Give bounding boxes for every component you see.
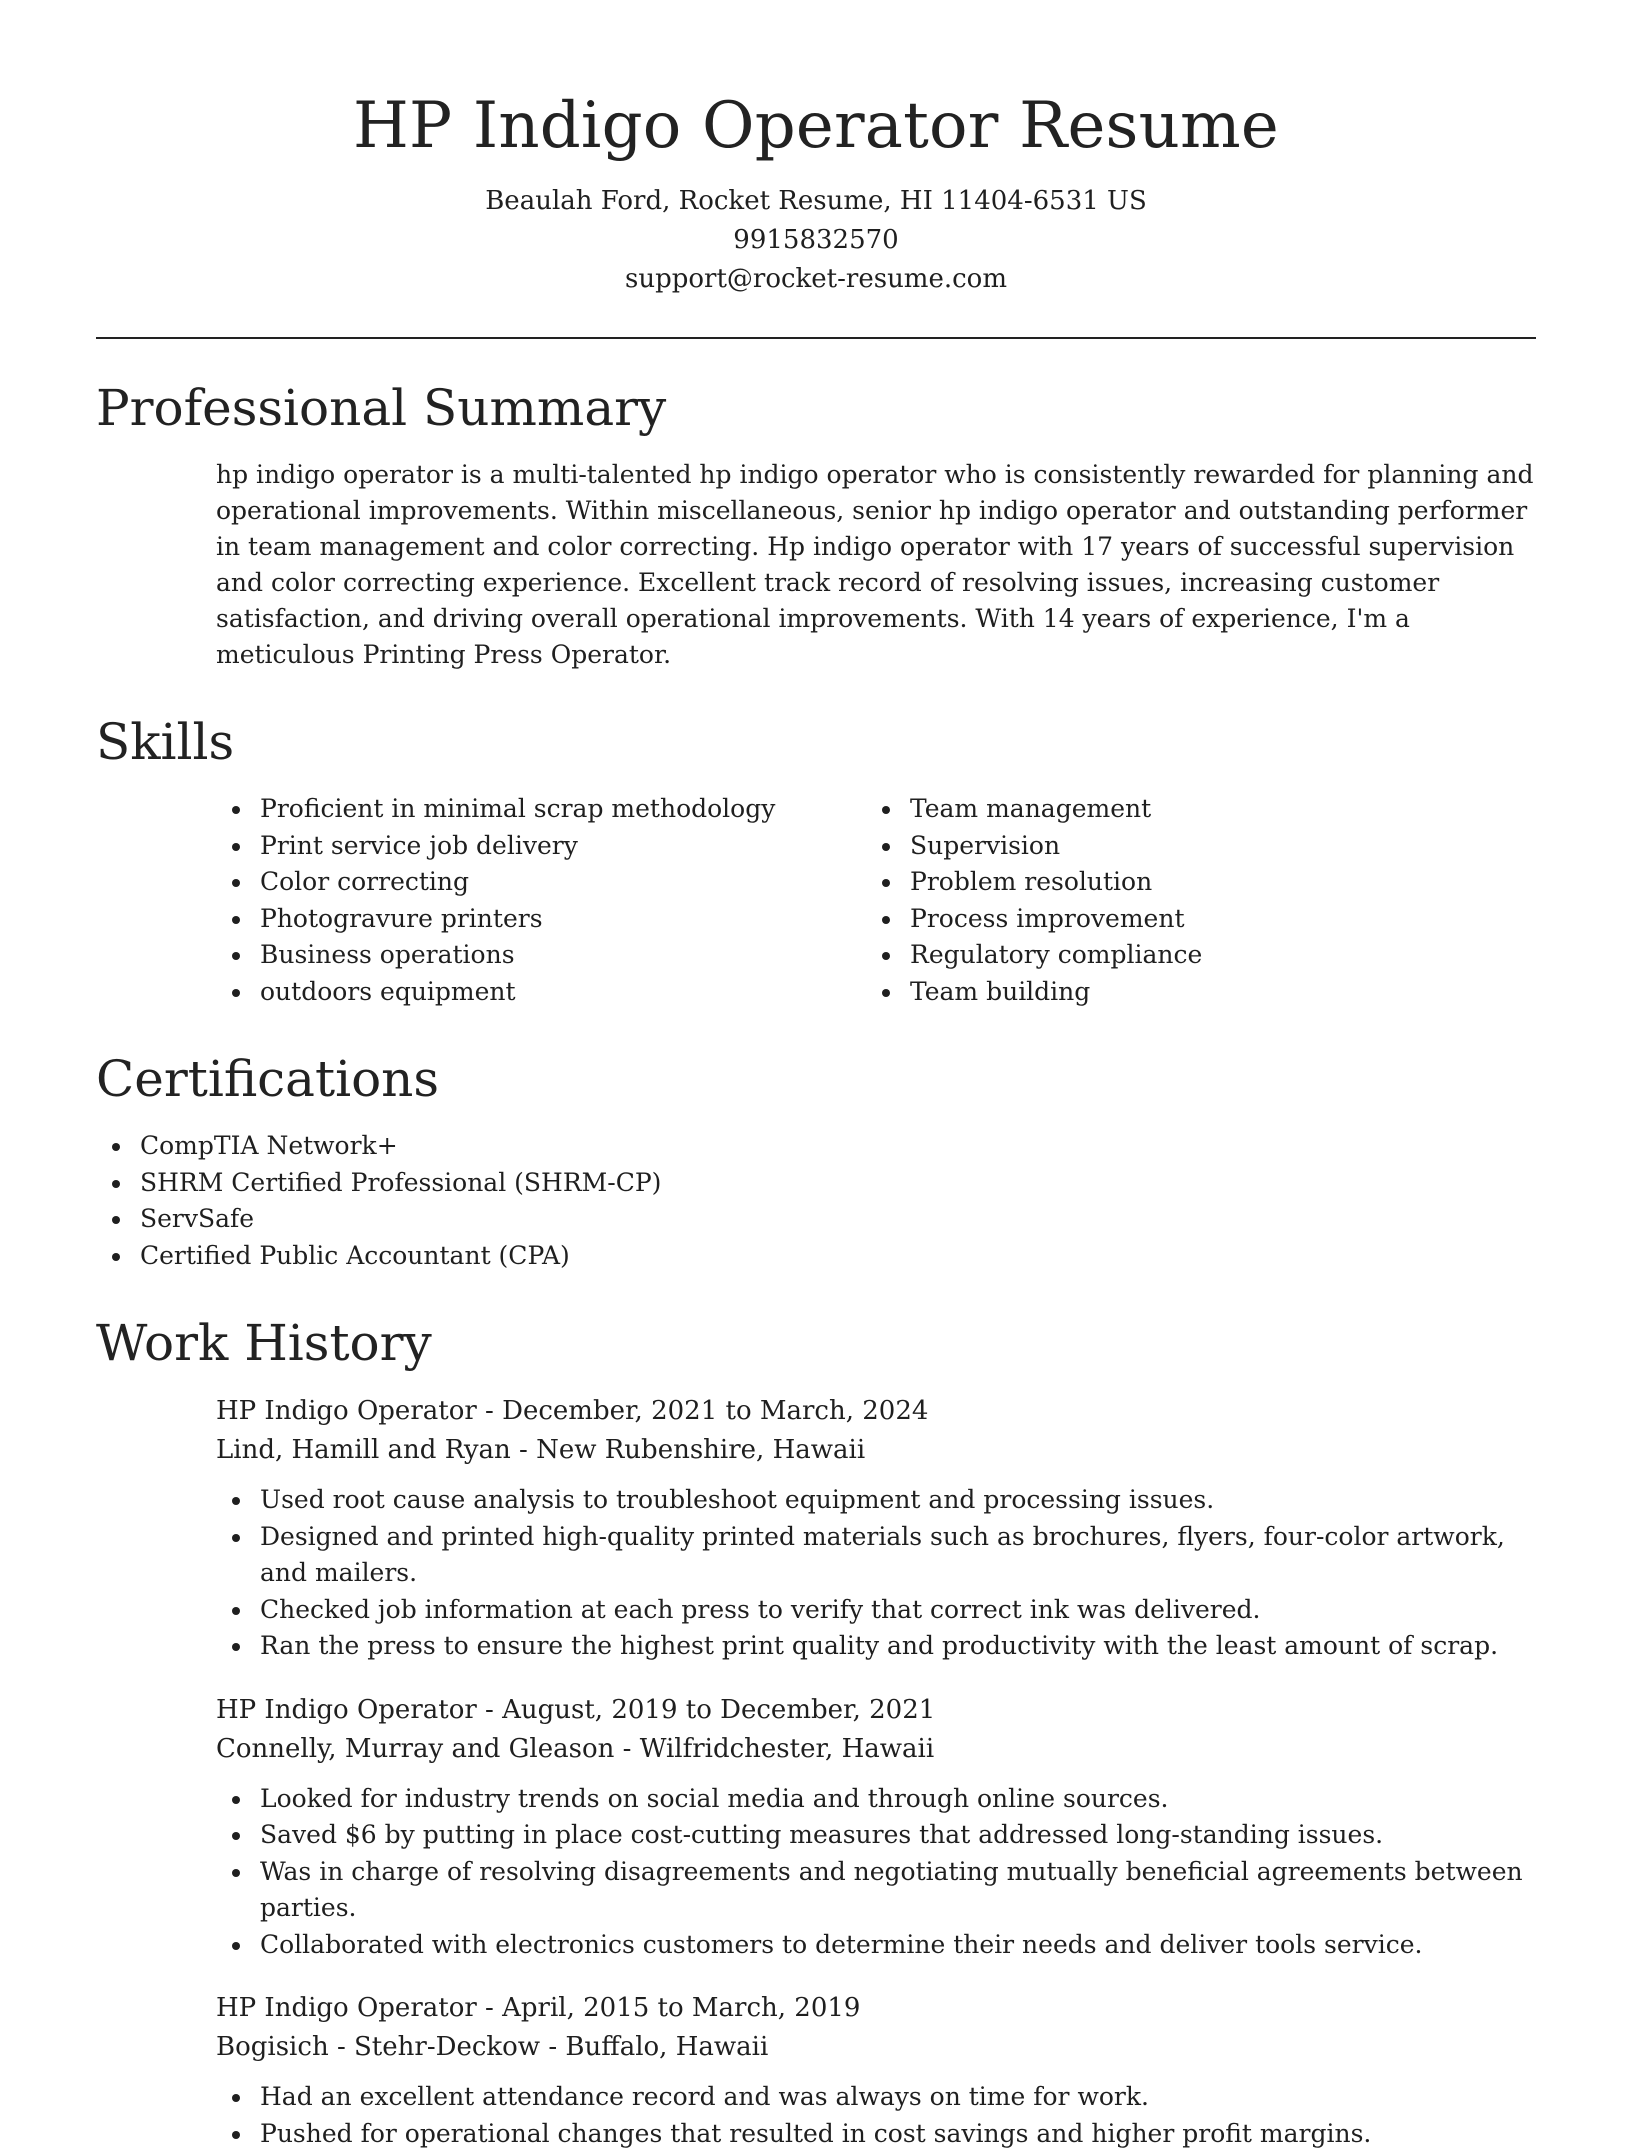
job-employer-separator: - xyxy=(511,1435,536,1465)
skill-item: Regulatory compliance xyxy=(866,937,1516,974)
bullet-icon xyxy=(232,2131,240,2139)
header-divider xyxy=(96,337,1536,339)
job-title-separator: - xyxy=(477,1396,502,1426)
bullet-icon xyxy=(882,916,890,924)
job-bullet: Pushed for operational changes that resulted in cost savings and higher profit margins. xyxy=(216,2116,1536,2152)
job-title-line xyxy=(216,1392,1536,1431)
skill-item: Team management xyxy=(866,791,1516,828)
skill-item: Process improvement xyxy=(866,901,1516,938)
skill-item: Proficient in minimal scrap methodology xyxy=(216,791,866,828)
bullet-icon xyxy=(232,1832,240,1840)
job-employer-separator: - xyxy=(540,2032,565,2062)
job-bullets xyxy=(96,1781,1536,1964)
contact-address: Beaulah Ford, Rocket Resume, HI 11404-6531 US xyxy=(96,182,1536,221)
job-title-separator: - xyxy=(477,1695,502,1725)
contact-block xyxy=(96,182,1536,299)
job-employer: Lind, Hamill and Ryan xyxy=(216,1435,511,1465)
skill-item: Supervision xyxy=(866,828,1516,865)
skill-item: outdoors equipment xyxy=(216,974,866,1011)
job-bullet: Ran the press to ensure the highest print quality and productivity with the least amount of scrap. xyxy=(216,1628,1536,1665)
bullet-icon xyxy=(232,1534,240,1542)
bullet-icon xyxy=(232,879,240,887)
contact-phone: 9915832570 xyxy=(96,221,1536,260)
job-dates: December, 2021 to March, 2024 xyxy=(502,1396,928,1426)
skill-item: Problem resolution xyxy=(866,864,1516,901)
certification-item: ServSafe xyxy=(96,1201,1536,1238)
contact-email: support@rocket-resume.com xyxy=(96,260,1536,299)
bullet-icon xyxy=(882,806,890,814)
certification-item: CompTIA Network+ xyxy=(96,1128,1536,1165)
job-employer-line xyxy=(216,2028,1536,2067)
job-bullet: Collaborated with electronics customers to determine their needs and deliver tools service. xyxy=(216,1927,1536,1964)
certification-item: SHRM Certified Professional (SHRM-CP) xyxy=(96,1165,1536,1202)
bullet-icon xyxy=(882,952,890,960)
resume-header xyxy=(96,0,1536,299)
job-bullet: Had an excellent attendance record and was always on time for work. xyxy=(216,2079,1536,2116)
bullet-icon xyxy=(112,1143,120,1151)
skills-list-right xyxy=(866,791,1516,1010)
bullet-icon xyxy=(882,879,890,887)
bullet-icon xyxy=(232,916,240,924)
skill-item: Color correcting xyxy=(216,864,866,901)
resume-title: HP Indigo Operator Resume xyxy=(96,84,1536,168)
skill-item: Business operations xyxy=(216,937,866,974)
certifications-list xyxy=(96,1128,1536,1274)
bullet-icon xyxy=(232,952,240,960)
job-title: HP Indigo Operator xyxy=(216,1695,477,1725)
bullet-icon xyxy=(112,1180,120,1188)
job-location: New Rubenshire, Hawaii xyxy=(536,1435,865,1465)
job-employer-separator: - xyxy=(614,1734,639,1764)
job-entry xyxy=(216,1989,1536,2152)
job-bullets xyxy=(96,2079,1536,2152)
job-employer-line xyxy=(216,1730,1536,1769)
certifications-heading: Certifications xyxy=(96,1050,1536,1108)
bullet-icon xyxy=(882,989,890,997)
job-bullet: Designed and printed high-quality printed materials such as brochures, flyers, four-color artwork, and mailers. xyxy=(216,1519,1536,1592)
job-entry xyxy=(216,1691,1536,1964)
job-location: Wilfridchester, Hawaii xyxy=(640,1734,934,1764)
job-employer: Connelly, Murray and Gleason xyxy=(216,1734,614,1764)
bullet-icon xyxy=(232,1497,240,1505)
skill-item: Photogravure printers xyxy=(216,901,866,938)
job-bullet: Saved $6 by putting in place cost-cutting measures that addressed long-standing issues. xyxy=(216,1817,1536,1854)
job-employer-line xyxy=(216,1431,1536,1470)
bullet-icon xyxy=(232,1942,240,1950)
bullet-icon xyxy=(232,1607,240,1615)
job-bullet: Used root cause analysis to troubleshoot equipment and processing issues. xyxy=(216,1482,1536,1519)
job-title-line xyxy=(216,1691,1536,1730)
work-history-heading: Work History xyxy=(96,1314,1536,1372)
bullet-icon xyxy=(232,989,240,997)
skill-item: Team building xyxy=(866,974,1516,1011)
bullet-icon xyxy=(232,1796,240,1804)
summary-text: hp indigo operator is a multi-talented hp indigo operator who is consistently rewarded for planning and operational improvements. Within miscellaneous, senior hp indigo operator and outstanding performer in team management and color correcting. Hp indigo operator with 17 years of successful supervision and color correcting experience. Excellent track record of resolving issues, increasing customer satisfaction, and driving overall operational improvements. With 14 years of experience, I'm a meticulous Printing Press Operator. xyxy=(216,457,1536,673)
skills-list-left xyxy=(216,791,866,1010)
bullet-icon xyxy=(232,843,240,851)
job-title: HP Indigo Operator xyxy=(216,1396,477,1426)
job-title-line xyxy=(216,1989,1536,2028)
job-bullet: Was in charge of resolving disagreements and negotiating mutually beneficial agreements between parties. xyxy=(216,1854,1536,1927)
job-bullet: Checked job information at each press to verify that correct ink was delivered. xyxy=(216,1592,1536,1629)
job-bullet: Looked for industry trends on social media and through online sources. xyxy=(216,1781,1536,1818)
job-employer: Bogisich - Stehr-Deckow xyxy=(216,2032,540,2062)
bullet-icon xyxy=(882,843,890,851)
job-bullets xyxy=(96,1482,1536,1665)
bullet-icon xyxy=(232,1643,240,1651)
bullet-icon xyxy=(232,806,240,814)
bullet-icon xyxy=(232,1869,240,1877)
summary-heading: Professional Summary xyxy=(96,379,1536,437)
job-title-separator: - xyxy=(477,1993,502,2023)
skills-heading: Skills xyxy=(96,713,1536,771)
job-location: Buffalo, Hawaii xyxy=(565,2032,768,2062)
skills-grid xyxy=(216,791,1536,1010)
job-entry xyxy=(216,1392,1536,1665)
bullet-icon xyxy=(112,1216,120,1224)
job-dates: August, 2019 to December, 2021 xyxy=(502,1695,935,1725)
bullet-icon xyxy=(112,1253,120,1261)
job-title: HP Indigo Operator xyxy=(216,1993,477,2023)
skill-item: Print service job delivery xyxy=(216,828,866,865)
certification-item: Certified Public Accountant (CPA) xyxy=(96,1238,1536,1275)
bullet-icon xyxy=(232,2094,240,2102)
job-dates: April, 2015 to March, 2019 xyxy=(502,1993,860,2023)
